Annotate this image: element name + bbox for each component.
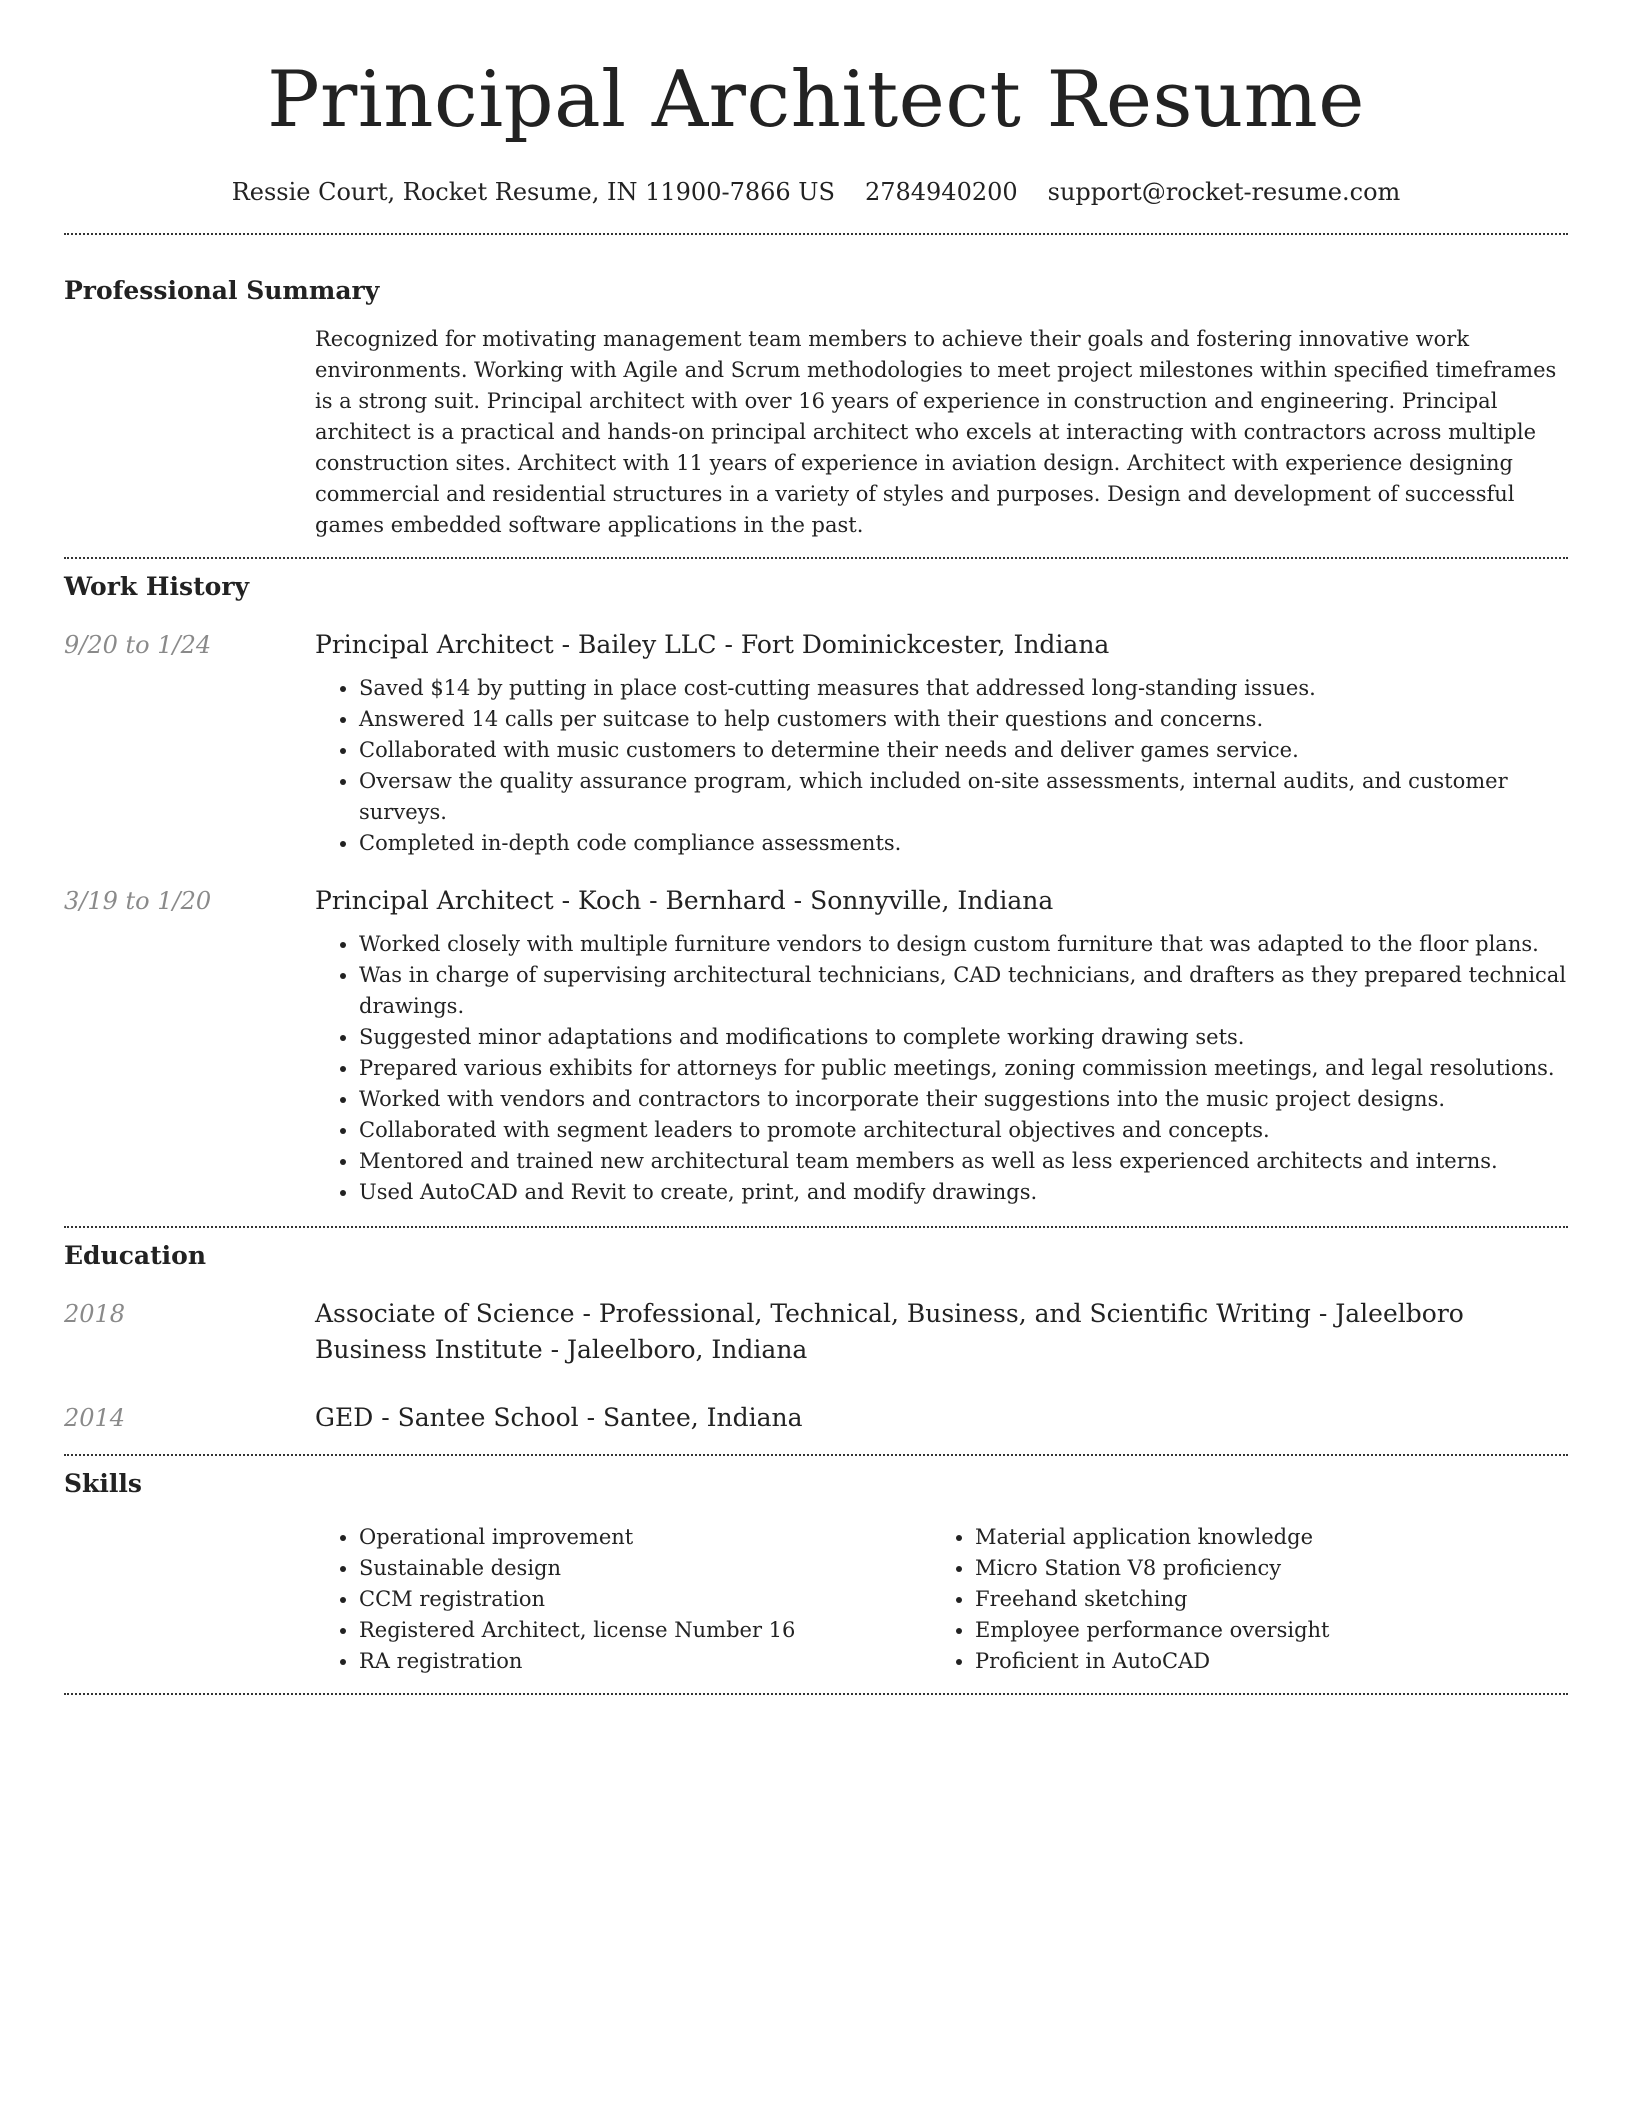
- contact-line: [64, 176, 1568, 208]
- summary-spacer: [64, 324, 315, 541]
- job-entry: [64, 627, 1568, 859]
- job-dates: 9/20 to 1/24: [64, 631, 212, 659]
- education-year: 2014: [64, 1404, 126, 1432]
- skill-item: • Registered Architect, license Number 16: [359, 1615, 931, 1646]
- summary-text: Recognized for motivating management team members to achieve their goals and fostering innovative work environments. Working with Agile and Scrum methodologies to meet project milestones within specified timeframes is a strong suit. Principal architect with over 16 years of experience in construction and engineering. Principal architect is a practical and hands-on principal architect who excels at interacting with contractors across multiple construction sites. Architect with 11 years of experience in aviation design. Architect with experience designing commercial and residential structures in a variety of styles and purposes. Design and development of successful games embedded software applications in the past.: [315, 327, 1557, 537]
- resume-title: Principal Architect Resume: [267, 55, 1365, 145]
- skills-spacer: [64, 1522, 315, 1677]
- job-bullet: • Mentored and trained new architectural team members as well as less experienced architects and interns.: [359, 1146, 1568, 1177]
- education-title: Associate of Science - Professional, Technical, Business, and Scientific Writing - Jaleelboro Business Institute - Jaleelboro, Indiana: [315, 1299, 1464, 1364]
- skills-list-right: [931, 1522, 1547, 1677]
- skill-item: • Material application knowledge: [975, 1522, 1547, 1553]
- job-title: Principal Architect - Koch - Bernhard - Sonnyville, Indiana: [315, 886, 1054, 915]
- job-bullet: • Saved $14 by putting in place cost-cutting measures that addressed long-standing issues.: [359, 673, 1568, 704]
- skill-item: • Employee performance oversight: [975, 1615, 1547, 1646]
- job-bullets: [315, 929, 1568, 1208]
- skills-section: [64, 1468, 1568, 1677]
- education-divider: [64, 1454, 1568, 1456]
- contact-phone: 2784940200: [864, 178, 1018, 206]
- education-entry: [64, 1400, 1568, 1436]
- job-bullet: • Collaborated with segment leaders to promote architectural objectives and concepts.: [359, 1115, 1568, 1146]
- job-title: Principal Architect - Bailey LLC - Fort Dominickcester, Indiana: [315, 630, 1110, 659]
- skills-divider: [64, 1693, 1568, 1695]
- job-bullet: • Prepared various exhibits for attorneys for public meetings, zoning commission meetings, and legal resolutions.: [359, 1053, 1568, 1084]
- education-entry: [64, 1296, 1568, 1368]
- education-section: [64, 1240, 1568, 1436]
- skills-columns: [315, 1522, 1547, 1677]
- job-bullet: • Answered 14 calls per suitcase to help customers with their questions and concerns.: [359, 704, 1568, 735]
- skill-item: • RA registration: [359, 1646, 931, 1677]
- skills-list-left: [315, 1522, 931, 1677]
- job-bullets: [315, 673, 1568, 859]
- skill-item: • Freehand sketching: [975, 1584, 1547, 1615]
- skill-item: • Sustainable design: [359, 1553, 931, 1584]
- job-bullet: • Completed in-depth code compliance assessments.: [359, 828, 1568, 859]
- header-divider: [64, 233, 1568, 235]
- job-bullet: • Oversaw the quality assurance program, which included on-site assessments, internal audits, and customer surveys.: [359, 766, 1568, 828]
- summary-divider: [64, 557, 1568, 559]
- contact-email: support@rocket-resume.com: [1047, 178, 1401, 206]
- job-bullet: • Was in charge of supervising architectural technicians, CAD technicians, and drafters as they prepared technical drawings.: [359, 960, 1568, 1022]
- job-bullet: • Collaborated with music customers to determine their needs and deliver games service.: [359, 735, 1568, 766]
- job-bullet: • Worked closely with multiple furniture vendors to design custom furniture that was adapted to the floor plans.: [359, 929, 1568, 960]
- job-entry: [64, 883, 1568, 1208]
- job-bullet: • Used AutoCAD and Revit to create, print, and modify drawings.: [359, 1177, 1568, 1208]
- job-bullet: • Worked with vendors and contractors to incorporate their suggestions into the music project designs.: [359, 1084, 1568, 1115]
- summary-section: [64, 275, 1568, 541]
- education-title: GED - Santee School - Santee, Indiana: [315, 1403, 803, 1432]
- work-history-section: [64, 571, 1568, 1208]
- skill-item: • CCM registration: [359, 1584, 931, 1615]
- contact-address: Ressie Court, Rocket Resume, IN 11900-7866 US: [231, 178, 835, 206]
- work-divider: [64, 1226, 1568, 1228]
- resume-page: [64, 0, 1568, 1695]
- education-heading: Education: [64, 1241, 207, 1270]
- work-history-heading: Work History: [64, 572, 250, 601]
- job-dates: 3/19 to 1/20: [64, 887, 212, 915]
- summary-heading: Professional Summary: [64, 276, 380, 305]
- skills-heading: Skills: [64, 1469, 142, 1498]
- skill-item: • Operational improvement: [359, 1522, 931, 1553]
- education-year: 2018: [64, 1300, 126, 1328]
- skill-item: • Proficient in AutoCAD: [975, 1646, 1547, 1677]
- job-bullet: • Suggested minor adaptations and modifications to complete working drawing sets.: [359, 1022, 1568, 1053]
- skill-item: • Micro Station V8 proficiency: [975, 1553, 1547, 1584]
